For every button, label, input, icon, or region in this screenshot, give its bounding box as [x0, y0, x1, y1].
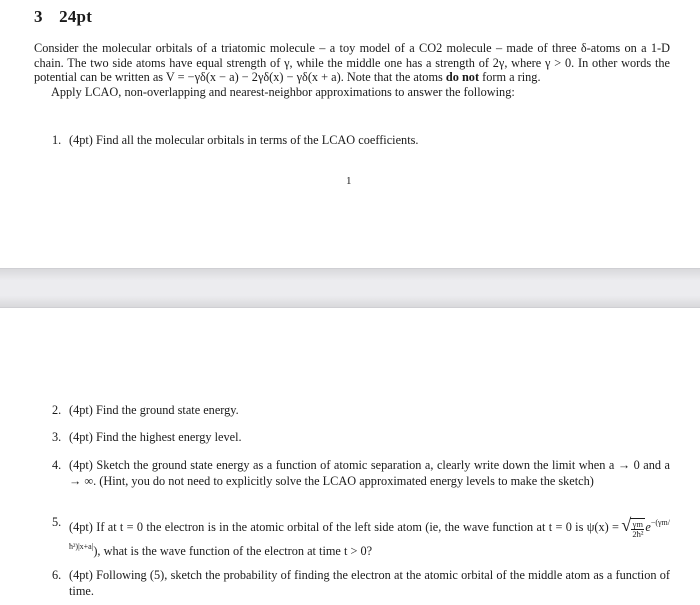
page-separator — [0, 268, 700, 308]
question-1 — [52, 133, 670, 149]
problem-number: 3 — [34, 7, 43, 26]
question-2 — [52, 403, 670, 419]
question-number: 6. — [52, 568, 62, 582]
question-text-part: (4pt) If at t = 0 the electron is in the atomic orbital of the left side atom (ie, the wave function at t = 0 is ψ(x) = — [69, 520, 623, 534]
question-number: 2. — [52, 403, 62, 417]
question-number: 1. — [52, 133, 62, 147]
intro-instructions: Apply LCAO, non-overlapping and nearest-neighbor approximations to answer the following: — [51, 84, 515, 99]
question-text: (4pt) Find all the molecular orbitals in terms of the LCAO coefficients. — [69, 133, 419, 147]
fraction-numerator: √ γm — [632, 518, 644, 529]
question-5 — [52, 515, 670, 559]
intro-text: Consider the molecular orbitals of a triatomic molecule – a toy model of a CO2 molecule – made of three δ-atoms on a 1-D chain. The two side atoms have equal strength of γ, while the middle one has a strength of 2γ, where γ > 0. In other words the potential can be written as V = −γδ(x − a) − 2γδ(x) − γδ(x + a). Note that the atoms — [34, 41, 670, 85]
exponent: −(γm/ħ²)|x+a| — [69, 518, 670, 551]
question-3 — [52, 430, 670, 446]
question-number: 4. — [52, 458, 62, 472]
question-number: 3. — [52, 430, 62, 444]
question-text: (4pt) Sketch the ground state energy as a function of atomic separation a, clearly write down the limit when a → 0 and a → ∞. (Hint, you do not need to explicitly solve the LCAO approximated energy levels to make the sketch) — [69, 458, 670, 488]
question-4 — [52, 458, 670, 489]
question-text-part: ), what is the wave function of the electron at time t > 0? — [93, 543, 373, 558]
intro-bold-text: do not — [445, 70, 480, 85]
intro-paragraph — [34, 41, 670, 85]
problem-intro — [34, 41, 670, 99]
sqrt-fraction — [631, 520, 644, 539]
fraction-denominator: 2ħ² — [632, 528, 644, 539]
question-number: 5. — [52, 515, 62, 529]
question-text — [69, 515, 670, 559]
page-number: 1 — [346, 175, 352, 187]
page-bottom — [0, 308, 700, 605]
exponential-base: e — [645, 520, 651, 534]
question-text: (4pt) Find the highest energy level. — [69, 430, 242, 444]
sqrt-expression — [622, 518, 645, 539]
problem-points: 24pt — [59, 7, 93, 26]
problem-heading — [34, 7, 92, 27]
intro-text-end: form a ring. — [479, 70, 541, 85]
question-text: (4pt) Following (5), sketch the probability of finding the electron at the atomic orbital of the middle atom as a function of time. — [69, 568, 670, 598]
question-text: (4pt) Find the ground state energy. — [69, 403, 239, 417]
page-top — [0, 0, 700, 268]
question-6 — [52, 568, 670, 599]
